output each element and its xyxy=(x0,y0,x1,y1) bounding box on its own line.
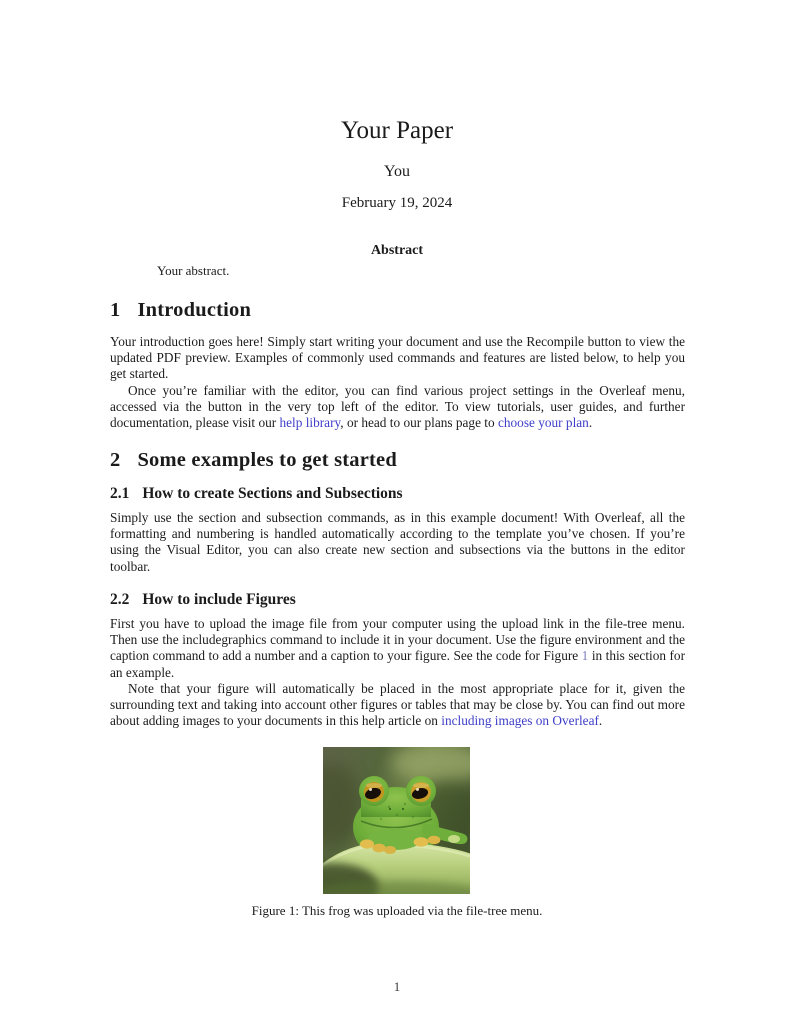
figures-paragraph-2-end: . xyxy=(598,713,603,729)
paragraph xyxy=(110,616,685,681)
figures-paragraph-1-text: First you have to upload the image file from your computer using the upload link in the file-tree menu. Then use the includegraphics command to include it in your document. Use the figure environment and the caption command to add a number and a caption to your figure. See the code for Figure xyxy=(110,616,685,664)
help-library-link[interactable]: help library xyxy=(279,415,341,431)
figure-1-caption: Figure 1: This frog was uploaded via the file-tree menu. xyxy=(251,903,543,918)
subsection-2-1-body xyxy=(110,510,685,575)
including-images-link[interactable]: including images on Overleaf xyxy=(441,713,599,729)
paragraph xyxy=(110,383,685,432)
frog-image xyxy=(323,747,470,894)
figures-paragraph-2-text: Note that your figure will automatically be placed in the most appropriate place for it, given the surrounding text and taking into account other figures or tables that may be close by. You can find out more about adding images to your documents in this help article on xyxy=(110,680,685,729)
sections-paragraph: Simply use the section and subsection commands, as in this example document! With Overleaf, all the formatting and numbering is handled automatically according to the template you’ve chosen. If you’re using the Visual Editor, you can also create new section and subsections via the buttons in the editor toolbar. xyxy=(110,510,685,574)
abstract-text: Your abstract. xyxy=(157,263,230,278)
page-number: 1 xyxy=(393,979,401,994)
intro-paragraph-1: Your introduction goes here! Simply start writing your document and use the Recompile button to view the updated PDF preview. Examples of commonly used commands and features are listed below, to help you get started. xyxy=(110,334,685,382)
figure-1-reference-link[interactable]: 1 xyxy=(581,648,589,664)
subsection-2-2-heading xyxy=(110,591,296,609)
intro-paragraph-2-end: . xyxy=(588,415,593,431)
section-2-heading xyxy=(110,449,397,472)
figures-paragraph-1-end: in this section for an example. xyxy=(110,648,685,680)
abstract-heading: Abstract xyxy=(370,243,424,258)
subsection-2-1-heading xyxy=(110,485,403,503)
paragraph xyxy=(110,510,685,575)
figure-1 xyxy=(323,747,470,894)
choose-your-plan-link[interactable]: choose your plan xyxy=(497,415,589,431)
subsection-2-1-title: How to create Sections and Subsections xyxy=(142,485,403,502)
intro-paragraph-2-text: Once you’re familiar with the editor, you can find various project settings in the Overleaf menu, accessed via the button in the very top left of the editor. To view tutorials, user guides, and further documentation, please visit our xyxy=(110,382,685,431)
paragraph xyxy=(110,334,685,383)
paper-date: February 19, 2024 xyxy=(341,195,453,211)
paper-title: Your Paper xyxy=(340,117,454,144)
section-1-body xyxy=(110,334,685,431)
section-1-heading xyxy=(110,299,251,322)
section-2-title: Some examples to get started xyxy=(137,449,397,471)
subsection-2-2-title: How to include Figures xyxy=(142,591,296,608)
section-1-title: Introduction xyxy=(137,299,252,321)
subsection-2-2-number: 2.2 xyxy=(110,591,130,608)
paper-author: You xyxy=(384,163,410,180)
section-2-number: 2 xyxy=(110,449,121,471)
intro-paragraph-2-mid: , or head to our plans page to xyxy=(340,415,498,431)
section-1-number: 1 xyxy=(110,299,121,321)
subsection-2-2-body xyxy=(110,616,685,729)
paragraph xyxy=(110,681,685,730)
subsection-2-1-number: 2.1 xyxy=(110,485,130,502)
